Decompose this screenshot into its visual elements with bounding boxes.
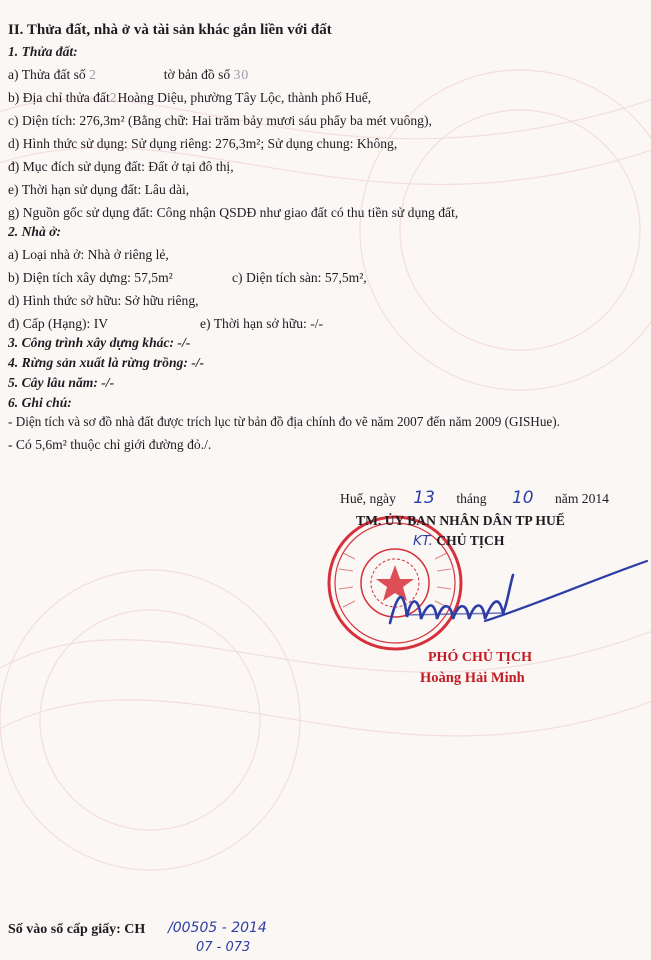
- house-item-d: d) Hình thức sở hữu: Sở hữu riêng,: [8, 293, 199, 308]
- registry-label: Số vào sổ cấp giấy: CH: [8, 922, 146, 937]
- date-day: 13: [413, 488, 435, 508]
- date-line: [340, 490, 609, 507]
- date-month: 10: [511, 488, 534, 508]
- land-item-e: e) Thời hạn sử dụng đất: Lâu dài,: [8, 182, 190, 197]
- date-month-word: tháng: [456, 491, 487, 506]
- notes-heading: 6. Ghi chú:: [8, 395, 72, 410]
- perennial-trees: 5. Cây lâu năm: -/-: [8, 375, 115, 390]
- land-item-a: [8, 67, 249, 83]
- address-label: b) Địa chỉ thửa đất: [8, 90, 110, 105]
- house-number: 2: [109, 90, 118, 105]
- authority-role: [413, 533, 504, 549]
- land-item-g: g) Nguồn gốc sử dụng đất: Công nhận QSDĐ như giao đất có thu tiền sử dụng đất,: [8, 205, 459, 220]
- registry-number-line2: 07 - 073: [196, 940, 251, 955]
- house-item-e: e) Thời hạn sở hữu: -/-: [200, 316, 324, 331]
- production-forest: 4. Rừng sản xuất là rừng trồng: -/-: [8, 355, 205, 370]
- issuing-authority: TM. ỦY BAN NHÂN DÂN TP HUẾ: [356, 513, 565, 528]
- other-construction: 3. Công trình xây dựng khác: -/-: [8, 335, 191, 350]
- role-prefix: KT.: [413, 533, 433, 549]
- registry-number-line1: /00505 - 2014: [168, 920, 267, 936]
- role-title: CHỦ TỊCH: [436, 533, 505, 548]
- land-number-value: 2: [89, 67, 97, 82]
- map-number-label: tờ bản đồ số: [163, 67, 231, 82]
- handwritten-signature: [385, 555, 651, 645]
- house-item-b: b) Diện tích xây dựng: 57,5m²: [8, 270, 173, 285]
- note-1: - Diện tích và sơ đồ nhà đất được trích lục từ bản đồ địa chính đo vẽ năm 2007 đến năm 2009 (GISHue).: [8, 414, 560, 429]
- section-title: II. Thửa đất, nhà ở và tài sản khác gắn liền với đất: [8, 22, 332, 38]
- address-value: Hoàng Diệu, phường Tây Lộc, thành phố Huế,: [117, 90, 372, 105]
- house-item-c: c) Diện tích sàn: 57,5m²,: [232, 270, 367, 285]
- land-item-d: d) Hình thức sử dụng: Sử dụng riêng: 276,3m²; Sử dụng chung: Không,: [8, 136, 398, 151]
- signer-name: Hoàng Hải Minh: [420, 670, 525, 686]
- signer-title: PHÓ CHỦ TỊCH: [428, 650, 532, 665]
- date-prefix: Huế, ngày: [340, 491, 396, 506]
- land-item-b: [8, 90, 371, 106]
- note-2: - Có 5,6m² thuộc chỉ giới đường đỏ./.: [8, 437, 212, 452]
- date-year: năm 2014: [554, 491, 609, 506]
- land-item-c: c) Diện tích: 276,3m² (Bằng chữ: Hai trăm bảy mươi sáu phẩy ba mét vuông),: [8, 113, 432, 128]
- land-item-dd: đ) Mục đích sử dụng đất: Đất ở tại đô thị,: [8, 159, 234, 174]
- house-heading: 2. Nhà ở:: [8, 224, 61, 239]
- map-number-value: 30: [233, 67, 250, 82]
- land-heading: 1. Thửa đất:: [8, 44, 78, 59]
- land-number-label: a) Thửa đất số: [8, 67, 86, 82]
- house-item-dd: đ) Cấp (Hạng): IV: [8, 316, 109, 331]
- house-item-a: a) Loại nhà ở: Nhà ở riêng lẻ,: [8, 247, 169, 262]
